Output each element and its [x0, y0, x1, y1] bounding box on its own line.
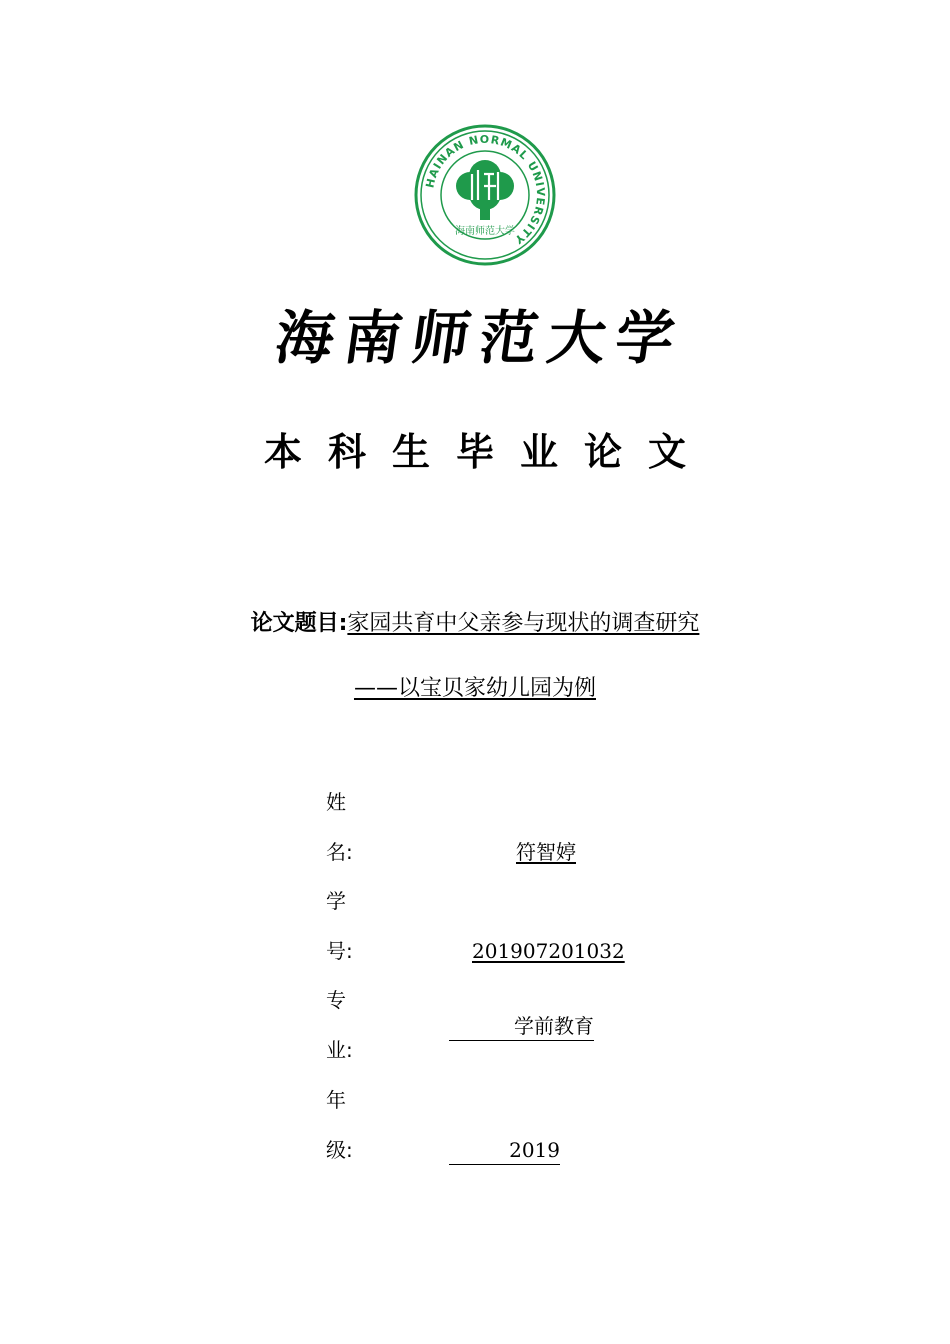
major-field-label: [326, 986, 353, 1086]
university-name: 海南师范大学: [271, 304, 689, 372]
student-id-value: [472, 937, 625, 965]
thesis-title-line-1: [0, 608, 950, 640]
grade-value: [449, 1136, 560, 1165]
name-field-label: [326, 788, 353, 888]
thesis-type-heading: 本科生毕业论文: [263, 430, 712, 474]
name-value: [516, 838, 576, 866]
student-id-label-top: 学: [326, 889, 346, 913]
thesis-title-label: 论文题目:: [250, 611, 348, 636]
grade-field-label: [326, 1086, 353, 1186]
major-label-bottom: 业:: [326, 1038, 353, 1062]
emblem-inner-text: 海南师范大学: [455, 226, 515, 237]
student-id-value-text: 201907201032: [472, 939, 625, 963]
grade-label-bottom: 级:: [326, 1138, 353, 1162]
thesis-title-subtitle: ——以宝贝家幼儿园为例: [353, 676, 596, 701]
emblem-ring-text: HAINAN NORMAL UNIVERSITY: [423, 132, 548, 247]
name-label-top: 姓: [326, 790, 346, 814]
grade-label-top: 年: [326, 1088, 346, 1112]
student-id-field-label: [326, 887, 353, 987]
name-value-text: 符智婷: [516, 840, 576, 864]
university-emblem-icon: [414, 124, 556, 266]
major-value-text: 学前教育: [514, 1014, 594, 1038]
name-label-bottom: 名:: [326, 840, 353, 864]
thesis-title-line-2: [0, 673, 950, 705]
major-value: [449, 1012, 594, 1041]
thesis-title-main: 家园共育中父亲参与现状的调查研究: [347, 611, 700, 636]
major-label-top: 专: [326, 988, 346, 1012]
grade-value-text: 2019: [509, 1138, 560, 1162]
student-id-label-bottom: 号:: [326, 939, 353, 963]
